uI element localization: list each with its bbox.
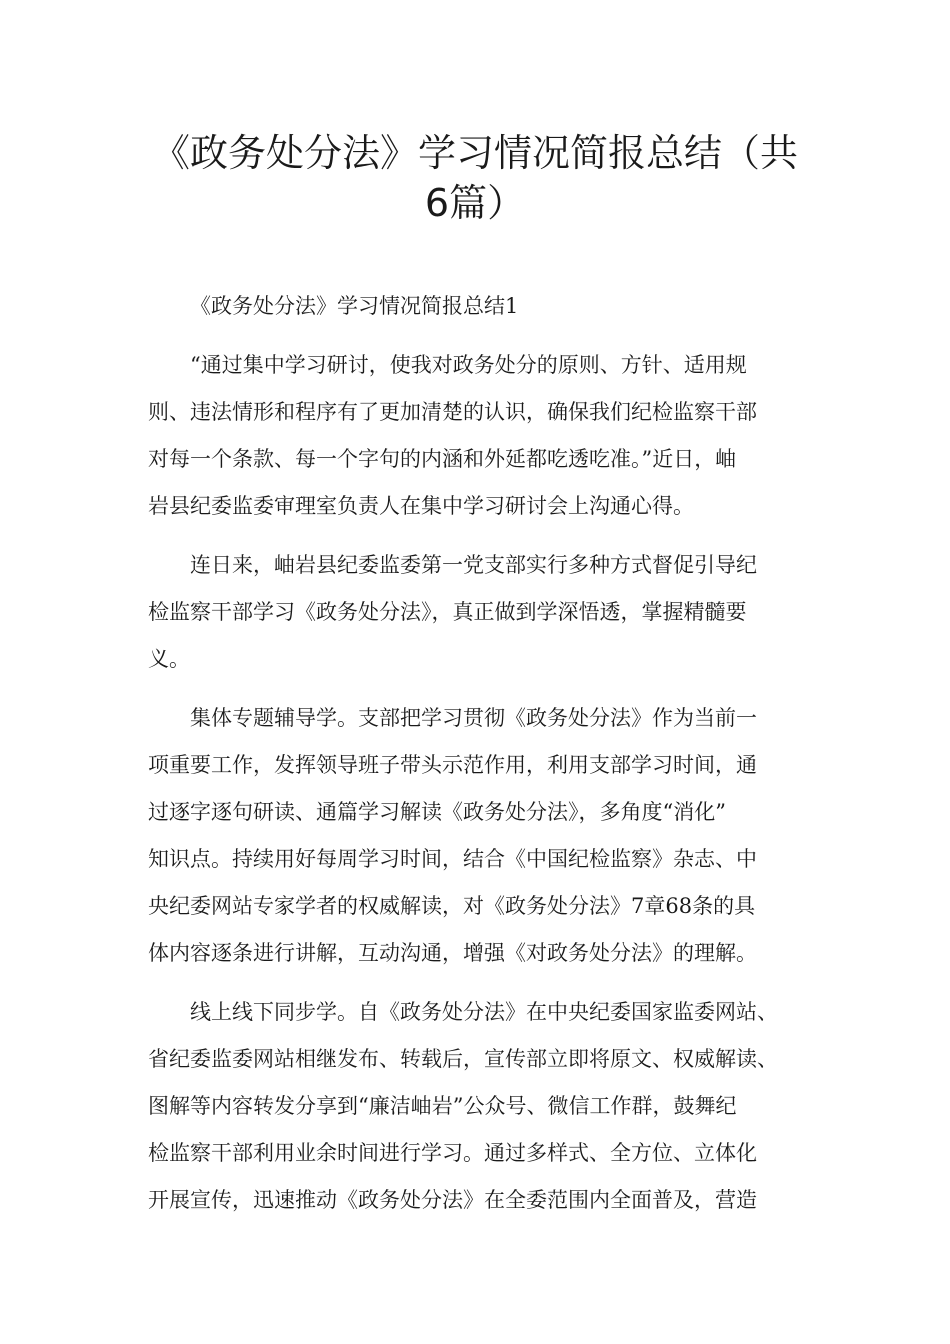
document-title [130, 128, 820, 228]
text-line: 体内容逐条进行讲解，互动沟通，增强《对政务处分法》的理解。 [148, 941, 757, 965]
text-line: 知识点。持续用好每周学习时间，结合《中国纪检监察》杂志、中 [148, 847, 757, 871]
paragraph [148, 542, 808, 683]
text-line: 省纪委监委网站相继发布、转载后，宣传部立即将原文、权威解读、 [148, 1047, 778, 1071]
paragraph [148, 989, 808, 1224]
text-line: 连日来，岫岩县纪委监委第一党支部实行多种方式督促引导纪 [190, 553, 757, 577]
title-line: 《政务处分法》学习情况简报总结（共 [151, 131, 798, 175]
text-line: 对每一个条款、每一个字句的内涵和外延都吃透吃准。”近日，岫 [148, 447, 737, 471]
text-line: 《政务处分法》学习情况简报总结1 [190, 294, 519, 318]
paragraph [148, 342, 808, 530]
text-line: “通过集中学习研讨，使我对政务处分的原则、方针、适用规 [190, 353, 747, 377]
text-line: 则、违法情形和程序有了更加清楚的认识，确保我们纪检监察干部 [148, 400, 757, 424]
paragraph [148, 695, 808, 977]
text-line: 集体专题辅导学。支部把学习贯彻《政务处分法》作为当前一 [190, 706, 757, 730]
text-line: 央纪委网站专家学者的权威解读，对《政务处分法》7章68条的具 [148, 894, 756, 918]
text-line: 项重要工作，发挥领导班子带头示范作用，利用支部学习时间，通 [148, 753, 757, 777]
title-line: 6篇） [424, 181, 526, 225]
document-body [148, 283, 808, 1236]
text-line: 检监察干部学习《政务处分法》，真正做到学深悟透，掌握精髓要 [148, 600, 747, 624]
section-heading [148, 283, 808, 330]
text-line: 岩县纪委监委审理室负责人在集中学习研讨会上沟通心得。 [148, 494, 694, 518]
text-line: 检监察干部利用业余时间进行学习。通过多样式、全方位、立体化 [148, 1141, 757, 1165]
text-line: 义。 [148, 647, 190, 671]
text-line: 线上线下同步学。自《政务处分法》在中央纪委国家监委网站、 [190, 1000, 778, 1024]
text-line: 图解等内容转发分享到“廉洁岫岩”公众号、微信工作群，鼓舞纪 [148, 1094, 737, 1118]
text-line: 开展宣传，迅速推动《政务处分法》在全委范围内全面普及，营造 [148, 1188, 757, 1212]
text-line: 过逐字逐句研读、通篇学习解读《政务处分法》，多角度“消化” [148, 800, 726, 824]
